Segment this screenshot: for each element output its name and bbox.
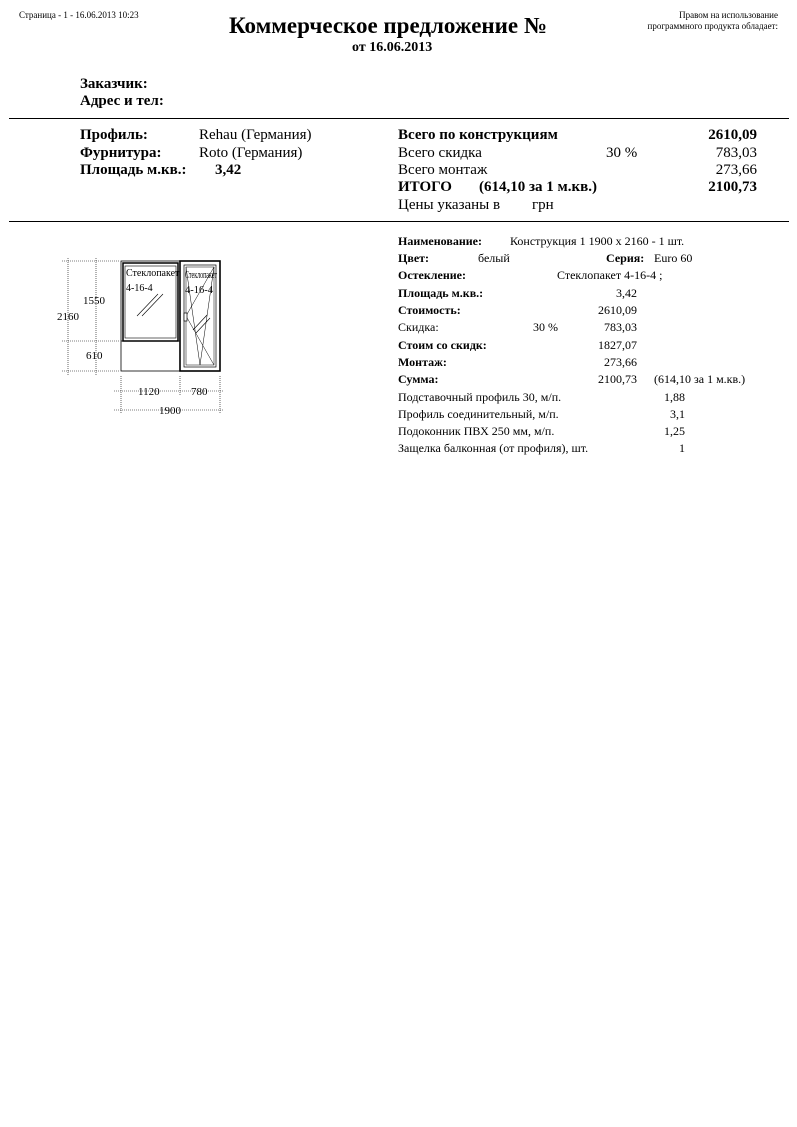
detail-discount-value: 783,03	[604, 320, 637, 334]
extra-item-value: 1,25	[664, 424, 685, 438]
detail-cost-label: Стоимость:	[398, 303, 461, 317]
currency-note: Цены указаны в	[398, 197, 501, 213]
total-discount-percent: 30 %	[606, 145, 638, 161]
dim-total-width: 1900	[159, 405, 181, 417]
total-install-value: 273,66	[715, 162, 757, 178]
rights-line-2: программного продукта обладает:	[647, 21, 778, 31]
grand-total-per-m2: (614,10 за 1 м.кв.)	[479, 179, 597, 195]
door-pane-glass-text: Стеклопакет	[185, 270, 218, 281]
detail-name-label: Наименование:	[398, 234, 482, 248]
grand-total-label: ИТОГО	[398, 179, 452, 195]
extra-item-label: Подставочный профиль 30, м/п.	[398, 390, 562, 404]
detail-discount-label: Скидка:	[398, 320, 439, 334]
grand-total-value: 2100,73	[708, 179, 757, 195]
extra-item-value: 1	[679, 441, 685, 455]
page-info: Страница - 1 - 16.06.2013 10:23	[19, 10, 139, 20]
rights-line-1: Правом на использование	[679, 10, 778, 20]
hardware-value: Roto (Германия)	[199, 145, 303, 161]
detail-sum-value: 2100,73	[598, 372, 637, 386]
left-pane-glass-formula: 4-16-4	[126, 283, 153, 294]
extra-item-label: Подоконник ПВХ 250 мм, м/п.	[398, 424, 555, 438]
total-constructions-value: 2610,09	[708, 127, 757, 143]
extra-item-value: 1,88	[664, 390, 685, 404]
detail-area-label: Площадь м.кв.:	[398, 286, 484, 300]
total-install-label: Всего монтаж	[398, 162, 488, 178]
extra-item-value: 3,1	[670, 407, 685, 421]
total-constructions-label: Всего по конструкциям	[398, 127, 558, 143]
door-pane-glass-formula: 4-16-4	[185, 285, 213, 296]
extra-item-label: Защелка балконная (от профиля), шт.	[398, 441, 589, 455]
dim-lower-height: 610	[86, 350, 103, 362]
hardware-label: Фурнитура:	[80, 145, 162, 161]
detail-sum-per-m2: (614,10 за 1 м.кв.)	[654, 372, 746, 386]
detail-discount-percent: 30 %	[533, 320, 558, 334]
window-drawing	[0, 0, 260, 430]
total-discount-value: 783,03	[715, 145, 757, 161]
extra-item-label: Профиль соединительный, м/п.	[398, 407, 559, 421]
page-title: Коммерческое предложение №	[229, 13, 548, 38]
detail-cost-value: 2610,09	[598, 303, 637, 317]
detail-color-value: белый	[478, 251, 510, 265]
profile-value: Rehau (Германия)	[199, 127, 312, 143]
total-discount-label: Всего скидка	[398, 145, 482, 161]
document-date: от 16.06.2013	[352, 40, 433, 55]
detail-name-value: Конструкция 1 1900 x 2160 - 1 шт.	[510, 234, 685, 248]
dim-upper-height: 1550	[83, 295, 105, 307]
left-pane-glass-text: Стеклопакет	[126, 268, 180, 279]
detail-sum-label: Сумма:	[398, 372, 439, 386]
address-label: Адрес и тел:	[80, 93, 164, 109]
customer-label: Заказчик:	[80, 76, 148, 92]
detail-glazing-label: Остекление:	[398, 268, 467, 282]
dim-left-width: 1120	[138, 386, 160, 398]
profile-label: Профиль:	[80, 127, 148, 143]
area-value: 3,42	[215, 162, 242, 178]
currency: грн	[532, 197, 554, 213]
detail-glazing-value: Стеклопакет 4-16-4 ;	[557, 268, 663, 282]
detail-install-value: 273,66	[604, 355, 637, 369]
detail-cost-after-discount-label: Стоим со скидк:	[398, 338, 487, 352]
dim-total-height: 2160	[57, 311, 79, 323]
area-label: Площадь м.кв.:	[80, 162, 187, 178]
detail-color-label: Цвет:	[398, 251, 430, 265]
detail-series-value: Euro 60	[654, 251, 693, 265]
detail-install-label: Монтаж:	[398, 355, 447, 369]
detail-area-value: 3,42	[616, 286, 637, 300]
dim-right-width: 780	[191, 386, 208, 398]
detail-cost-after-discount-value: 1827,07	[598, 338, 637, 352]
detail-series-label: Серия:	[606, 251, 645, 265]
